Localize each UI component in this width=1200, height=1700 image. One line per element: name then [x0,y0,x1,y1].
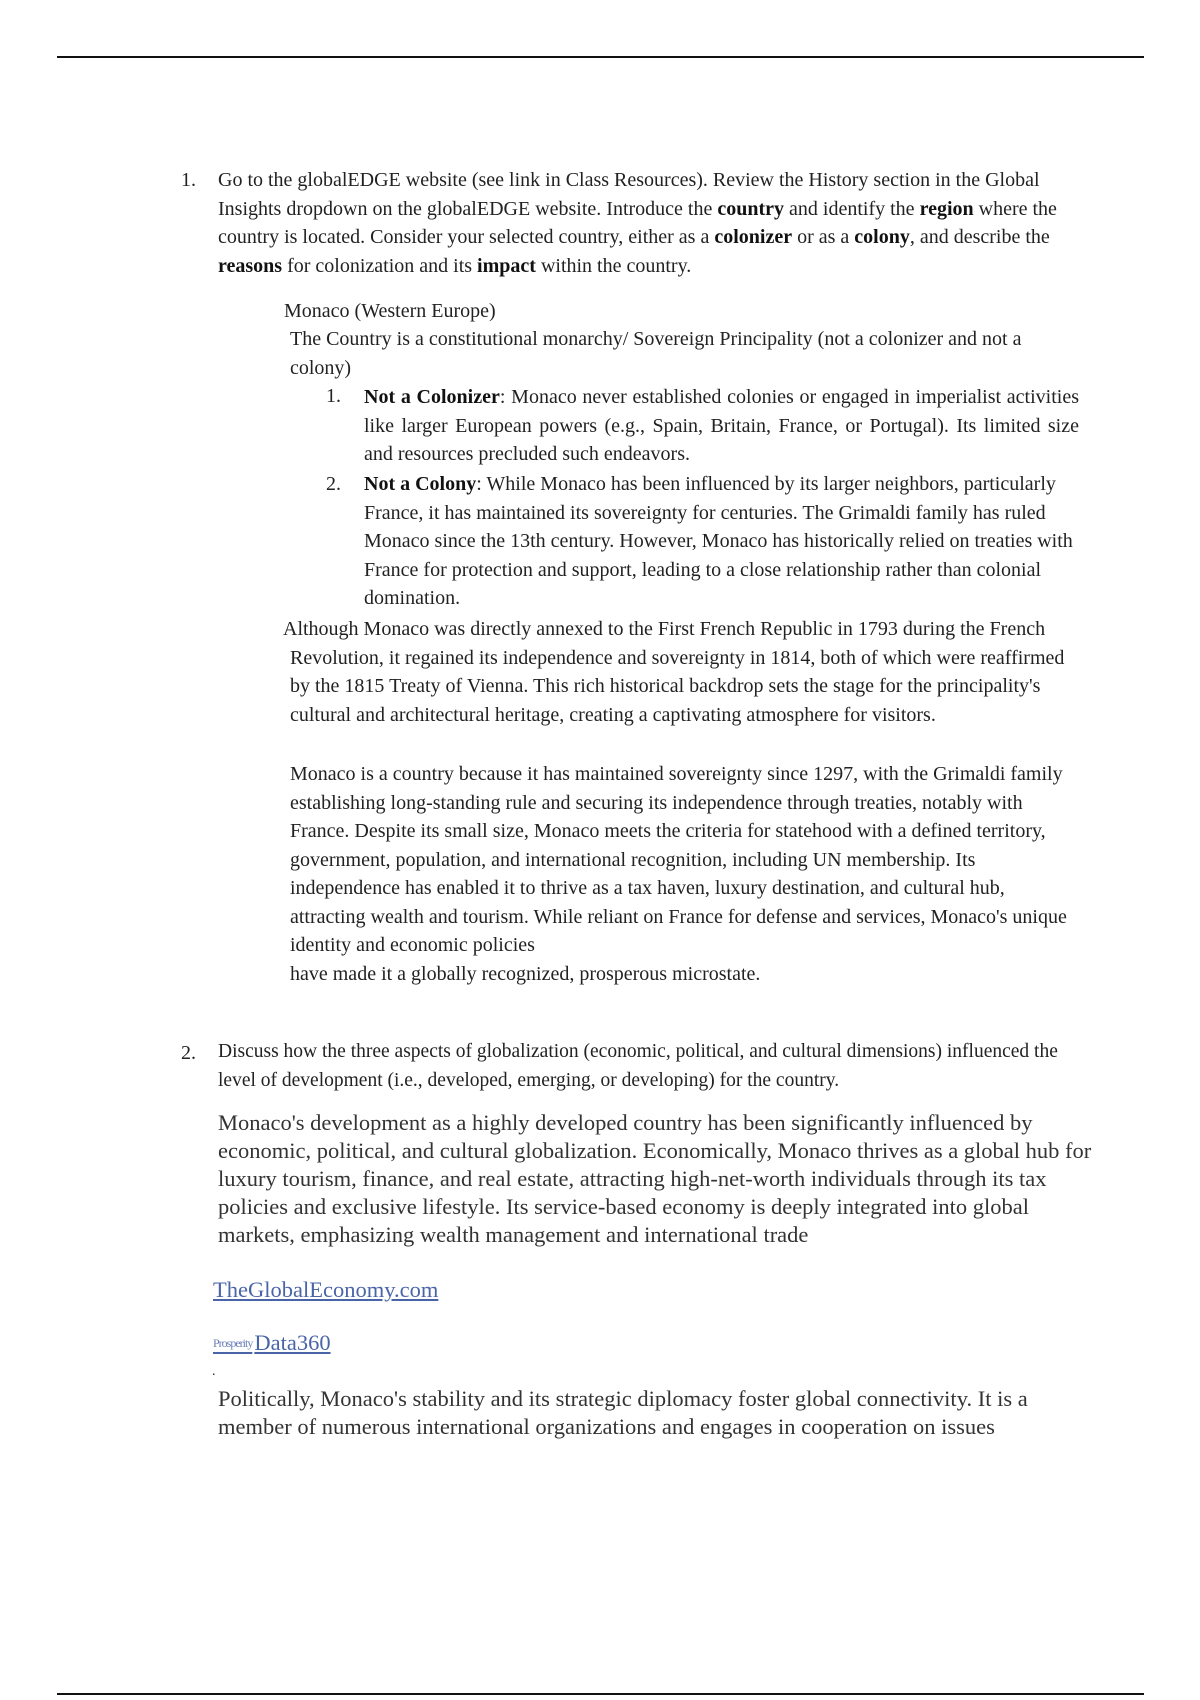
stray-period: . [212,1364,216,1379]
source-link-data360[interactable]: ProsperityData360 [213,1330,331,1355]
history-paragraph: Although Monaco was directly annexed to the First French Republic in 1793 during the French Revolution, it regained its independence and sovereignty in 1814, both of which were reaffirmed by the 1815 Treaty of Vienna. This rich historical backdrop sets the stage for the principality's cultural and architectural heritage, creating a captivating atmosphere for visitors. [283,618,1065,726]
economic-globalization-paragraph: Monaco's development as a highly developed country has been significantly influenced by economic, political, and cultural globalization. Economically, Monaco thrives as a global hub for luxury tourism, finance, and real estate, attracting high-net-worth individuals through its tax policies and exclusive lifestyle. Its service-based economy is deeply integrated into global markets, emphasizing wealth management and international trade [218,1110,1092,1247]
source-link-theglobaleconomy[interactable]: TheGlobalEconomy.com [213,1277,439,1302]
answer-1-heading: Monaco (Western Europe) [284,300,496,322]
footer-rule [57,1693,1144,1695]
reason-1-number: 1. [326,385,341,407]
question-1-number: 1. [181,169,196,191]
country-status-paragraph: Monaco is a country because it has maintained sovereignty since 1297, with the Grimaldi family establishing long-standing rule and securing its independence through treaties, notably with France. Despite its small size, Monaco meets the criteria for statehood with a defined territory, government, population, and international recognition, including UN membership. Its independence has enabled it to thrive as a tax haven, luxury destination, and cultural hub, attracting wealth and tourism. While reliant on France for defense and services, Monaco's unique identity and economic policies have made it a globally recognized, prosperous microstate. [290,763,1067,985]
prosperity-label: Prosperity [213,1336,253,1350]
keyword-colonizer: colonizer [714,226,793,248]
reason-2-label: Not a Colony [364,473,477,495]
reason-1-label: Not a Colonizer [364,386,500,408]
question-2-text: Discuss how the three aspects of globalization (economic, political, and cultural dimensions) influenced the level of development (i.e., developed, emerging, or developing) for the country. [218,1041,1058,1091]
keyword-region: region [919,197,974,220]
political-globalization-paragraph: Politically, Monaco's stability and its strategic diplomacy foster global connectivity. It is a member of numerous international organizations and engages in cooperation on issues [218,1386,1028,1439]
keyword-country: country [717,197,785,220]
answer-1-status: The Country is a constitutional monarchy/ Sovereign Principality (not a colonizer and not a colony) [290,328,1022,379]
keyword-colony: colony [854,226,910,248]
header-rule [57,56,1144,58]
keyword-impact: impact [477,254,536,277]
question-2-number: 2. [181,1042,196,1064]
reason-not-colonizer: Not a Colonizer: Monaco never established colonies or engaged in imperialist activities like larger European powers (e.g., Spain, Britain, France, or Portugal). Its limited size and resources precluded such endeavors. [364,386,1080,465]
reason-not-colony: Not a Colony: While Monaco has been influenced by its larger neighbors, particularly France, it has maintained its sovereignty for centuries. The Grimaldi family has ruled Monaco since the 13th century. However, Monaco has historically relied on treaties with France for protection and support, leading to a close relationship rather than colonial domination. [364,473,1073,609]
keyword-reasons: reasons [218,254,283,277]
reason-2-number: 2. [326,473,341,495]
question-1-text: Go to the globalEDGE website (see link in Class Resources). Review the History section in the Global Insights dropdown on the globalEDGE website. Introduce the country and identify the region where the country is located. Consider your selected country, either as a colonizer or as a colony, and describe the reasons for colonization and its impact within the country. [218,169,1057,277]
